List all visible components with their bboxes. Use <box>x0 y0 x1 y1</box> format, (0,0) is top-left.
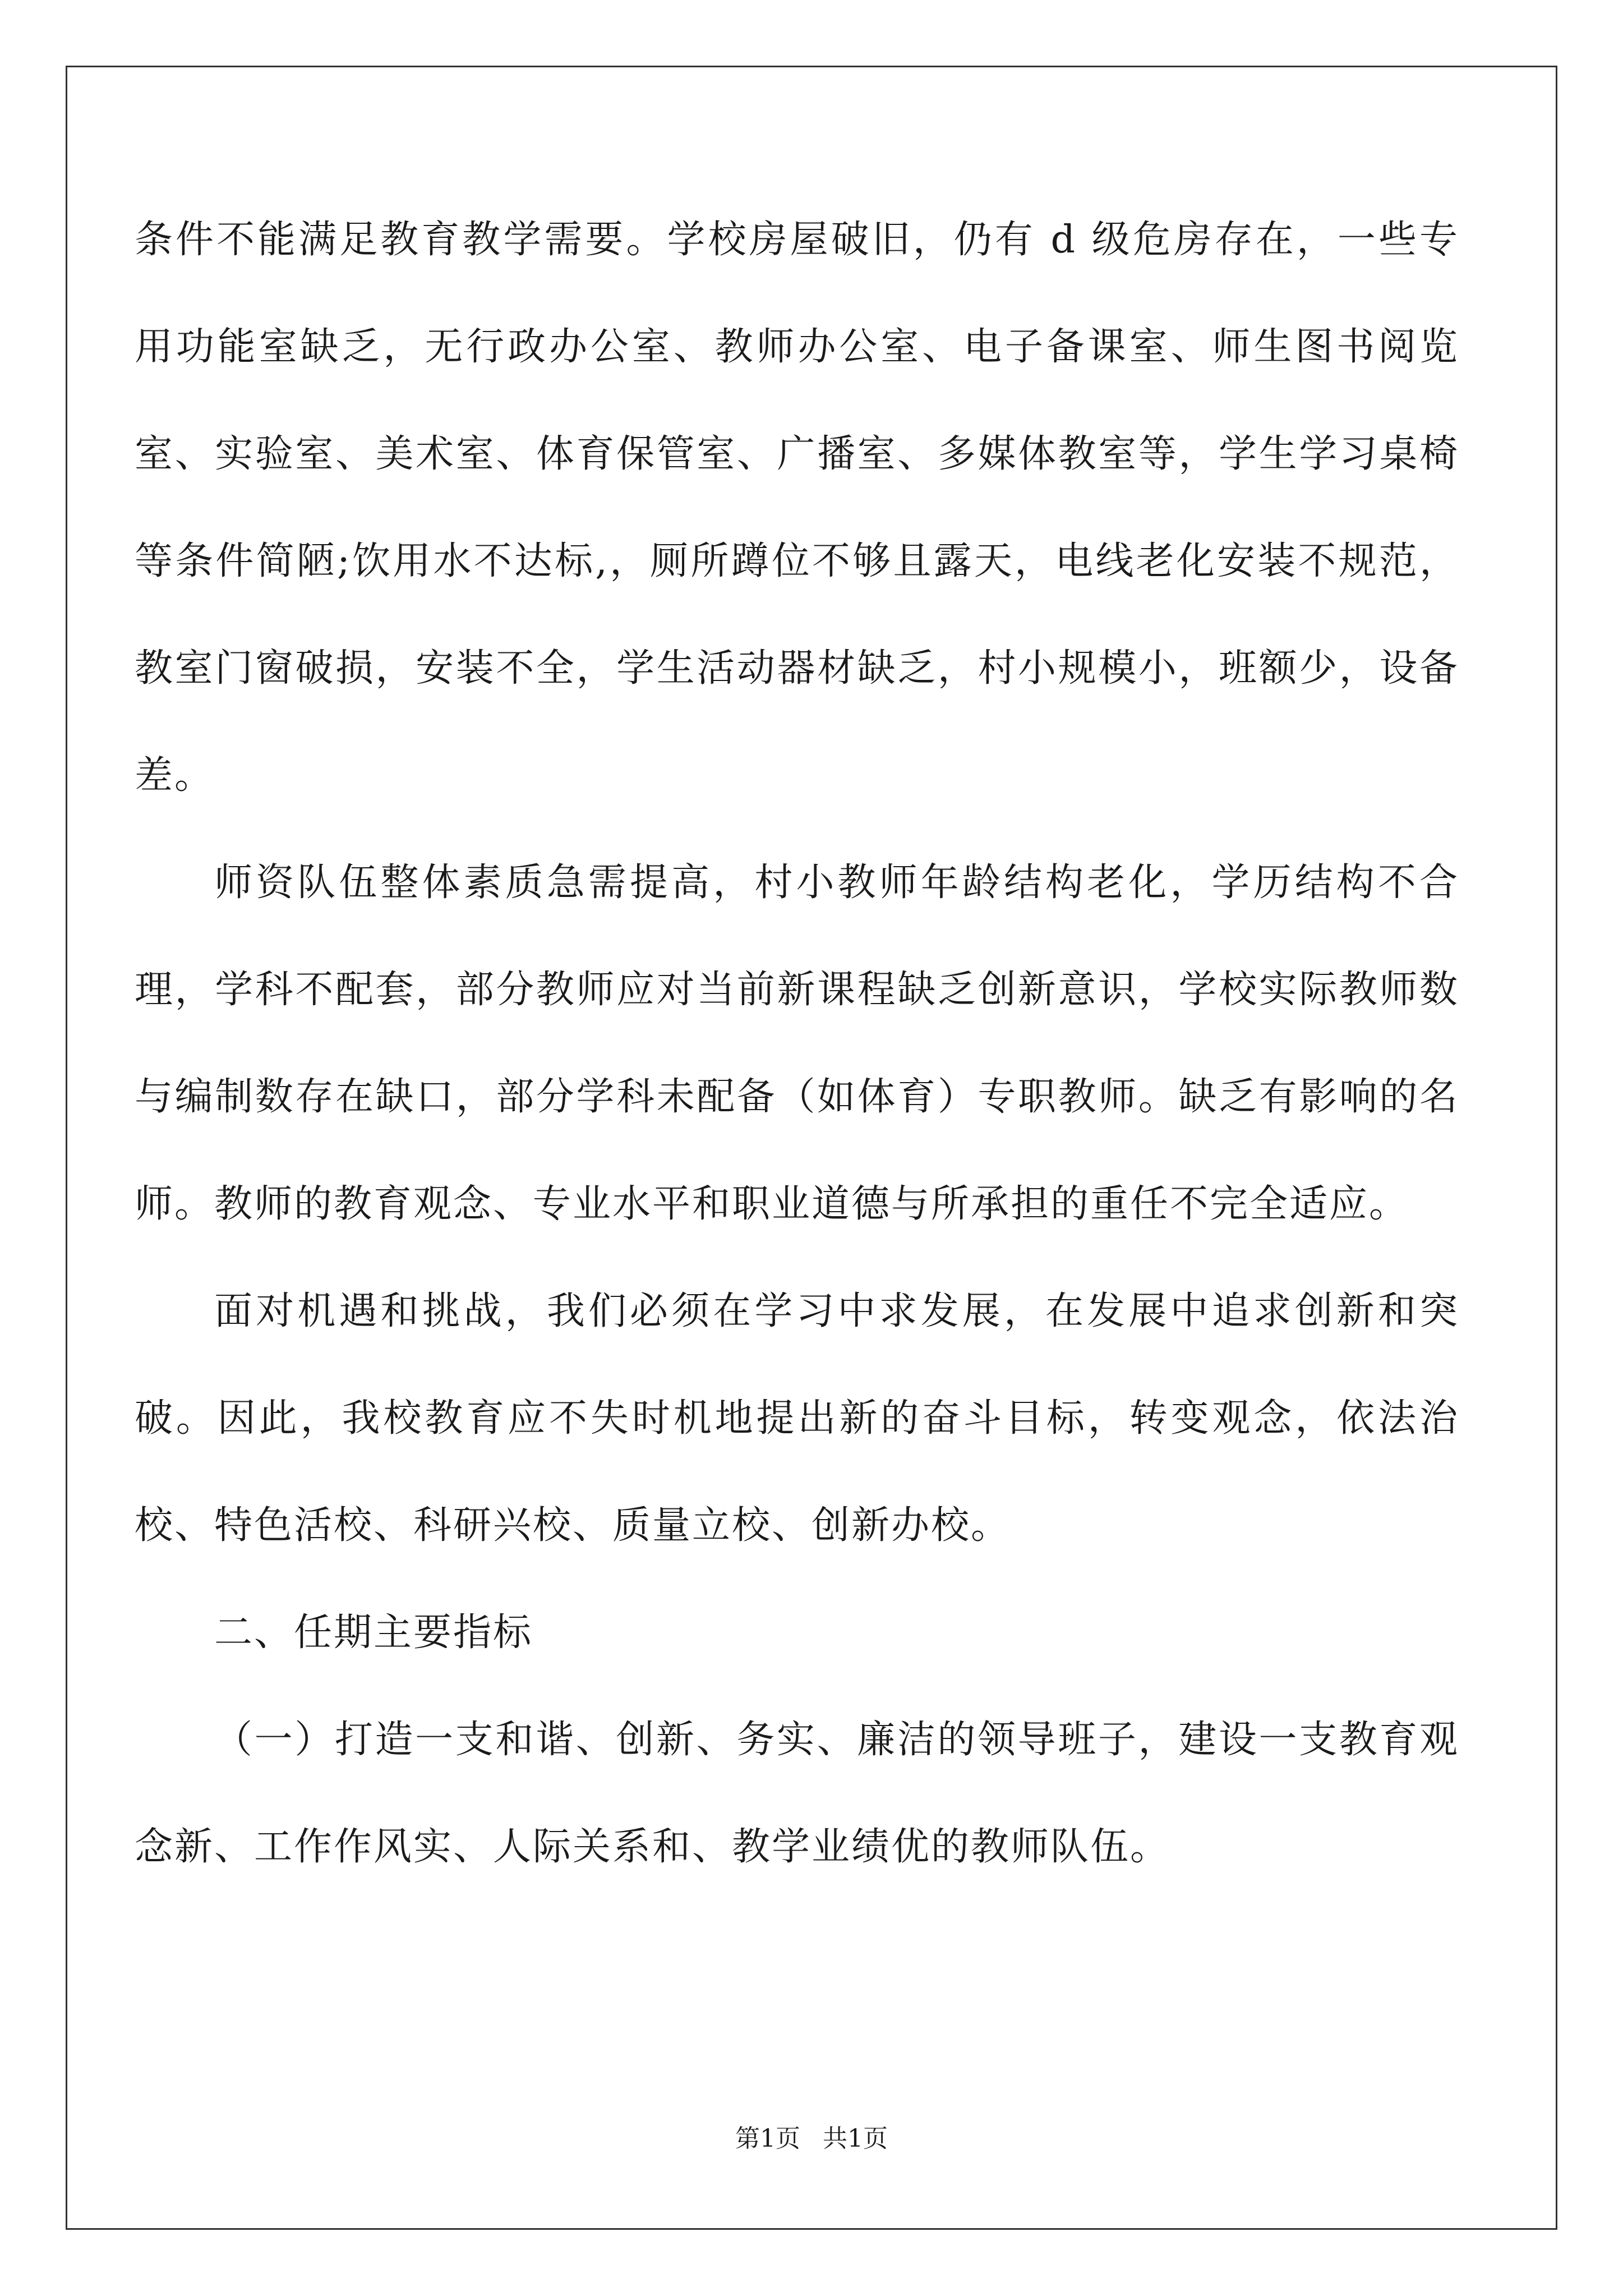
page-footer <box>0 2122 1623 2156</box>
paragraph-teachers: 师资队伍整体素质急需提高，村小教师年龄结构老化，学历结构不合理，学科不配套，部分教师应对当前新课程缺乏创新意识，学校实际教师数与编制数存在缺口，部分学科未配备（如体育）专职教师。缺乏有影响的名师。教师的教育观念、专业水平和职业道德与所承担的重任不完全适应。 <box>135 861 1459 1226</box>
paragraph-conditions: 条件不能满足教育教学需要。学校房屋破旧，仍有 d 级危房存在，一些专用功能室缺乏，无行政办公室、教师办公室、电子备课室、师生图书阅览室、实验室、美术室、体育保管室、广播室、多媒体教室等，学生学习桌椅等条件简陋;饮用水不达标,，厕所蹲位不够且露天，电线老化安装不规范，教室门窗破损，安装不全，学生活动器材缺乏，村小规模小，班额少，设备差。 <box>135 218 1459 798</box>
section-heading: 二、任期主要指标 <box>214 1611 533 1655</box>
page-total: 共1页 <box>823 2124 888 2153</box>
paragraph-item-one: （一）打造一支和谐、创新、务实、廉洁的领导班子，建设一支教育观念新、工作作风实、人际关系和、教学业绩优的教师队伍。 <box>135 1718 1459 1869</box>
paragraph-challenges: 面对机遇和挑战，我们必须在学习中求发展，在发展中追求创新和突破。因此，我校教育应不失时机地提出新的奋斗目标，转变观念，依法治校、特色活校、科研兴校、质量立校、创新办校。 <box>135 1289 1459 1548</box>
document-body <box>135 186 1459 1901</box>
page-number: 第1页 <box>735 2124 800 2153</box>
